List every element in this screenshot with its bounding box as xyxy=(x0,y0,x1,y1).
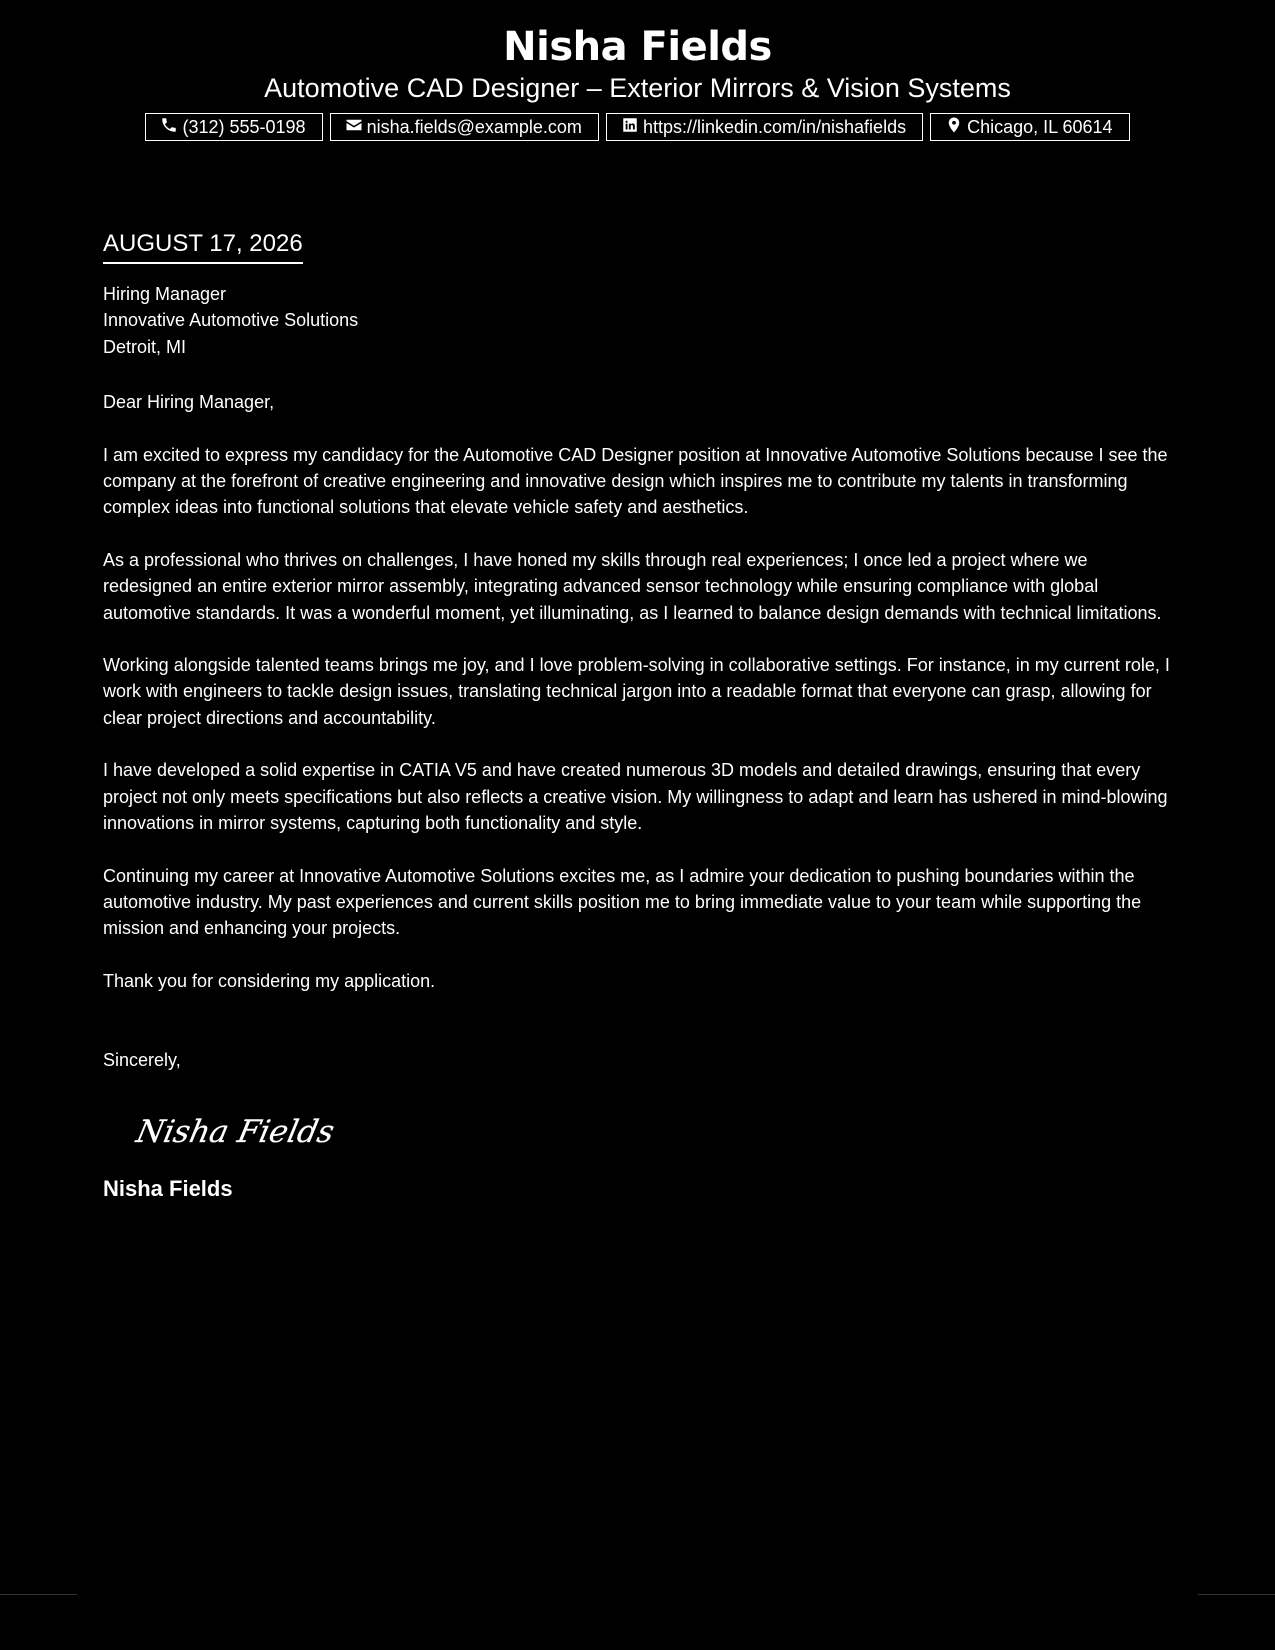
body-paragraph: Continuing my career at Innovative Automotive Solutions excites me, as I admire your dedication to pushing boundaries within the automotive industry. My past experiences and current skills position me to bring immediate value to your team while supporting the mission and enhancing your projects. xyxy=(103,865,1142,939)
email-text: nisha.fields@example.com xyxy=(366,116,582,137)
recipient-line: Detroit, MI xyxy=(103,336,187,357)
svg-text:Nisha Fields: Nisha Fields xyxy=(133,1113,338,1150)
contact-email[interactable] xyxy=(330,113,599,141)
body-paragraph: As a professional who thrives on challenges, I have honed my skills through real experiences; I once led a project where we redesigned an entire exterior mirror assembly, integrating advanced sensor technology while ensuring compliance with global automotive standards. It was a wonderful moment, yet illuminating, as I learned to balance design demands with technical limitations. xyxy=(103,549,1162,623)
applicant-name: Nisha Fields xyxy=(503,24,772,70)
contact-phone[interactable] xyxy=(145,113,322,141)
handwritten-signature xyxy=(131,1104,1178,1154)
location-text: Chicago, IL 60614 xyxy=(967,116,1113,137)
phone-icon xyxy=(160,116,178,139)
recipient-line: Innovative Automotive Solutions xyxy=(103,310,359,331)
body-paragraph: I have developed a solid expertise in CATIA V5 and have created numerous 3D models and detailed drawings, ensuring that every project not only meets specifications but also reflects a creative vision. My willingness to adapt and learn has ushered in mind-blowing innovations in mirror systems, capturing both functionality and style. xyxy=(103,760,1168,834)
recipient-address xyxy=(103,281,1178,360)
recipient-line: Hiring Manager xyxy=(103,284,227,304)
body-paragraph: Working alongside talented teams brings me joy, and I love problem-solving in collaborative settings. For instance, in my current role, I work with engineers to tackle design issues, translating technical jargon into a readable format that everyone can grasp, allowing for clear project directions and accountability. xyxy=(103,655,1170,728)
salutation: Dear Hiring Manager, xyxy=(103,392,275,413)
contact-location[interactable] xyxy=(930,113,1129,141)
body-paragraph: Thank you for considering my application. xyxy=(103,970,436,991)
contact-bar xyxy=(0,113,1275,141)
envelope-icon xyxy=(345,116,363,139)
letter-body xyxy=(103,226,1178,1204)
body-paragraph: I am excited to express my candidacy for the Automotive CAD Designer position at Innovative Automotive Solutions because I see the company at the forefront of creative engineering and innovative design which inspires me to contribute my talents in transforming complex ideas into functional solutions that elevate vehicle safety and aesthetics. xyxy=(103,444,1168,518)
contact-linkedin[interactable] xyxy=(606,113,923,141)
letter-date: AUGUST 17, 2026 xyxy=(103,226,303,264)
linkedin-text: https://linkedin.com/in/nishafields xyxy=(642,116,907,137)
phone-text: (312) 555-0198 xyxy=(182,116,306,137)
applicant-title: Automotive CAD Designer – Exterior Mirrors & Vision Systems xyxy=(264,73,1011,103)
map-marker-icon xyxy=(945,116,963,139)
signer-name: Nisha Fields xyxy=(103,1175,233,1201)
linkedin-icon xyxy=(621,116,639,139)
closing: Sincerely, xyxy=(103,1050,181,1071)
letter-header xyxy=(0,22,1275,104)
footer-divider-left xyxy=(0,1594,77,1595)
footer-divider-right xyxy=(1198,1594,1275,1595)
